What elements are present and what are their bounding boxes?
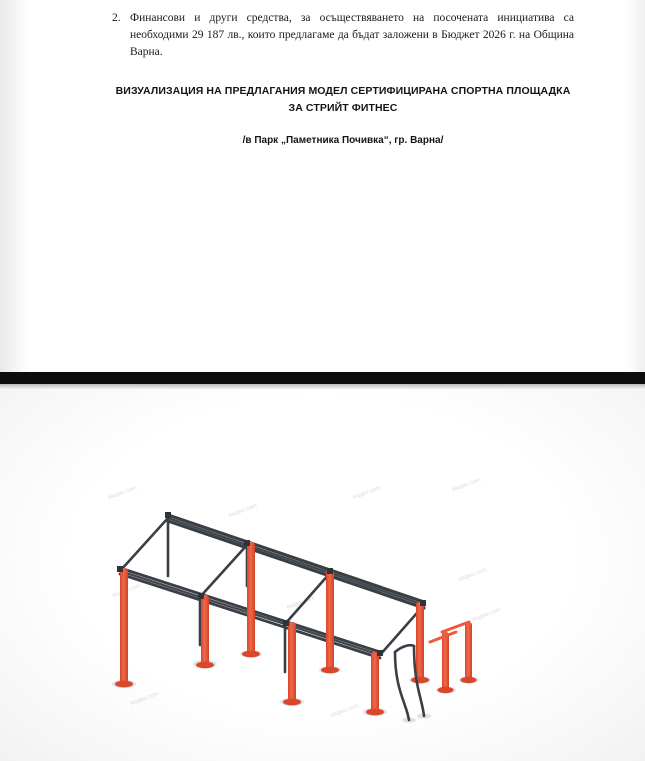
page-title-line-2: ЗА СТРИЙТ ФИТНЕС: [288, 102, 398, 114]
scan-separator-band: [0, 372, 645, 384]
watermark: видео.com: [227, 503, 258, 519]
document-text-block: [112, 10, 574, 146]
watermark: видео.com: [457, 567, 488, 583]
numbered-list-item: [112, 10, 574, 61]
page-title: [112, 83, 574, 117]
watermark: видео.com: [107, 485, 138, 501]
list-item-text: Финансови и други средства, за осъществяването на посочената инициатива са необходими 29 187 лв., които предлагаме да бъдат заложени в Бюджет 2026 г. на Община Варна.: [130, 12, 574, 58]
list-item-number: 2.: [112, 12, 121, 24]
page-subtitle: /в Парк „Паметника Почивка“, гр. Варна/: [242, 135, 444, 146]
scan-edge-left: [0, 0, 30, 372]
dip-station: [430, 622, 469, 642]
street-fitness-rendering: [0, 390, 645, 761]
watermark: видео.com: [451, 477, 482, 493]
scan-edge-right: [623, 0, 645, 372]
watermark: видео.com: [329, 703, 360, 719]
watermark: видео.com: [285, 595, 316, 611]
watermark: видео.com: [351, 485, 382, 501]
watermark: видео.com: [471, 607, 502, 623]
page-title-line-1: ВИЗУАЛИЗАЦИЯ НА ПРЕДЛАГАНИЯ МОДЕЛ СЕРТИФИЦИРАНА СПОРТНА ПЛОЩАДКА: [115, 85, 571, 97]
equipment-drawing: [0, 390, 645, 761]
watermark: видео.com: [129, 691, 160, 707]
